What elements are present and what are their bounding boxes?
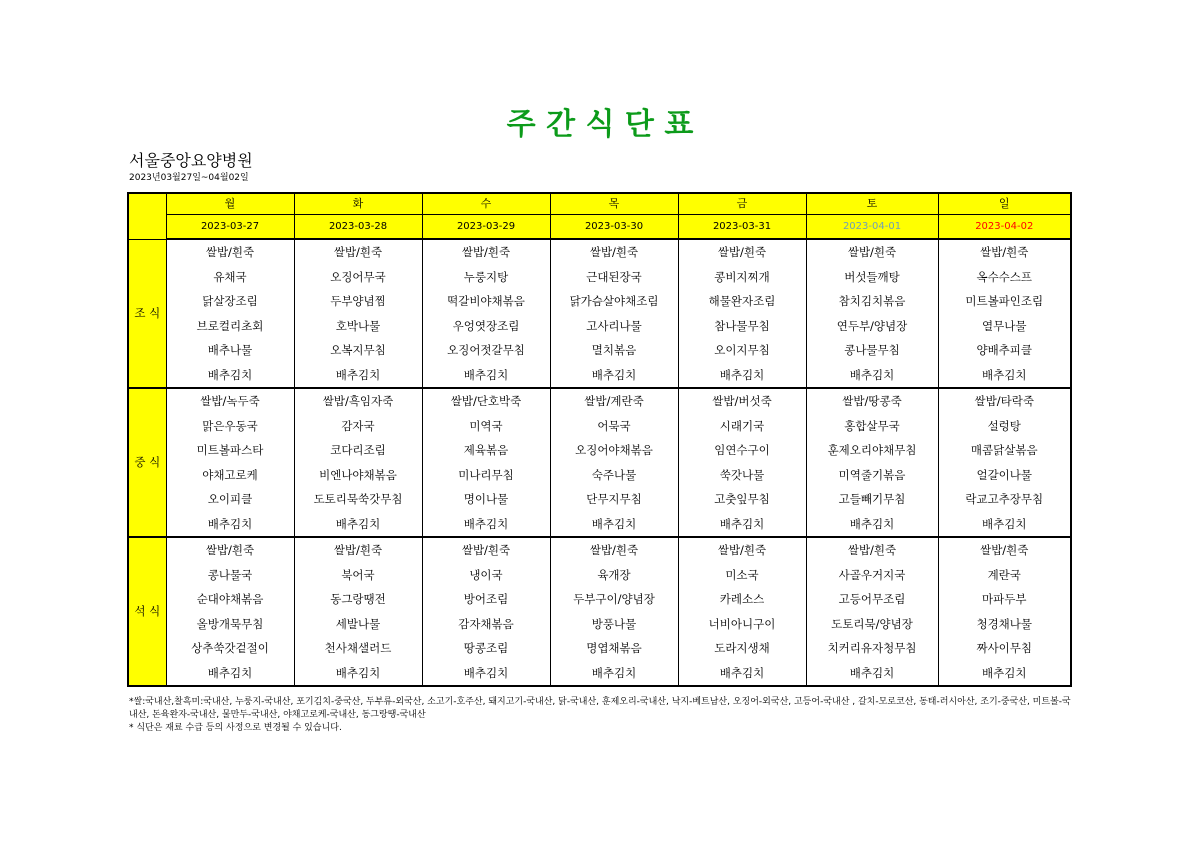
menu-cell-lunch-sat: 쌀밥/땅콩죽 [806, 388, 938, 414]
corner-cell [128, 193, 166, 239]
lunch-row [128, 512, 1071, 538]
day-header-row [128, 193, 1071, 215]
menu-cell-dinner-sun: 쌀밥/흰죽 [938, 537, 1071, 563]
dinner-row [128, 537, 1071, 563]
day-header-wed: 수 [422, 193, 550, 215]
menu-cell-breakfast-thu: 쌀밥/흰죽 [550, 239, 678, 265]
menu-cell-dinner-tue: 북어국 [294, 563, 422, 588]
date-wed: 2023-03-29 [422, 215, 550, 240]
menu-cell-breakfast-tue: 오복지무침 [294, 338, 422, 363]
menu-cell-lunch-mon: 맑은우동국 [166, 414, 294, 439]
date-fri: 2023-03-31 [678, 215, 806, 240]
menu-cell-dinner-mon: 배추김치 [166, 661, 294, 687]
menu-cell-lunch-sat: 배추김치 [806, 512, 938, 538]
menu-cell-dinner-fri: 쌀밥/흰죽 [678, 537, 806, 563]
day-header-fri: 금 [678, 193, 806, 215]
menu-cell-lunch-wed: 미역국 [422, 414, 550, 439]
menu-cell-breakfast-fri: 오이지무침 [678, 338, 806, 363]
menu-cell-lunch-mon: 야채고로케 [166, 463, 294, 488]
menu-cell-breakfast-sat: 콩나물무침 [806, 338, 938, 363]
menu-cell-dinner-tue: 천사채샐러드 [294, 636, 422, 661]
menu-cell-breakfast-wed: 떡갈비야채볶음 [422, 289, 550, 314]
menu-cell-breakfast-sat: 연두부/양념장 [806, 314, 938, 339]
menu-cell-dinner-wed: 냉이국 [422, 563, 550, 588]
lunch-row [128, 487, 1071, 512]
menu-cell-breakfast-mon: 배추나물 [166, 338, 294, 363]
menu-cell-breakfast-mon: 유채국 [166, 265, 294, 290]
menu-cell-lunch-thu: 숙주나물 [550, 463, 678, 488]
day-header-mon: 월 [166, 193, 294, 215]
menu-cell-breakfast-thu: 고사리나물 [550, 314, 678, 339]
dinner-row [128, 612, 1071, 637]
day-header-tue: 화 [294, 193, 422, 215]
menu-cell-lunch-thu: 오징어야채볶음 [550, 438, 678, 463]
menu-cell-dinner-mon: 순대야채볶음 [166, 587, 294, 612]
menu-cell-dinner-thu: 쌀밥/흰죽 [550, 537, 678, 563]
page-title: 주 간 식 단 표 [506, 107, 694, 142]
menu-cell-dinner-sun: 계란국 [938, 563, 1071, 588]
day-header-thu: 목 [550, 193, 678, 215]
menu-cell-dinner-wed: 쌀밥/흰죽 [422, 537, 550, 563]
lunch-row [128, 438, 1071, 463]
menu-cell-dinner-sat: 사골우거지국 [806, 563, 938, 588]
lunch-label: 중 식 [128, 388, 166, 537]
menu-cell-breakfast-tue: 쌀밥/흰죽 [294, 239, 422, 265]
menu-cell-lunch-sun: 얼갈이나물 [938, 463, 1071, 488]
menu-cell-lunch-sun: 쌀밥/타락죽 [938, 388, 1071, 414]
menu-cell-dinner-thu: 배추김치 [550, 661, 678, 687]
menu-cell-breakfast-tue: 호박나물 [294, 314, 422, 339]
menu-cell-breakfast-sun: 옥수수스프 [938, 265, 1071, 290]
date-mon: 2023-03-27 [166, 215, 294, 240]
menu-cell-lunch-fri: 쌀밥/버섯죽 [678, 388, 806, 414]
date-header-row [128, 215, 1071, 240]
menu-cell-breakfast-wed: 배추김치 [422, 363, 550, 389]
notes [129, 696, 1074, 735]
menu-cell-breakfast-tue: 배추김치 [294, 363, 422, 389]
menu-cell-breakfast-thu: 닭가슴살야채조림 [550, 289, 678, 314]
menu-cell-lunch-thu: 쌀밥/계란죽 [550, 388, 678, 414]
breakfast-row [128, 314, 1071, 339]
menu-cell-dinner-fri: 너비아니구이 [678, 612, 806, 637]
menu-cell-breakfast-sun: 양배추피클 [938, 338, 1071, 363]
menu-cell-breakfast-sun: 쌀밥/흰죽 [938, 239, 1071, 265]
menu-cell-lunch-tue: 감자국 [294, 414, 422, 439]
menu-cell-dinner-sat: 고등어무조림 [806, 587, 938, 612]
menu-cell-dinner-tue: 배추김치 [294, 661, 422, 687]
menu-cell-dinner-sat: 도토리묵/양념장 [806, 612, 938, 637]
menu-cell-lunch-sat: 고들빼기무침 [806, 487, 938, 512]
menu-cell-lunch-mon: 쌀밥/녹두죽 [166, 388, 294, 414]
dinner-row [128, 587, 1071, 612]
day-header-sun: 일 [938, 193, 1071, 215]
menu-cell-lunch-fri: 고춧잎무침 [678, 487, 806, 512]
menu-cell-breakfast-thu: 멸치볶음 [550, 338, 678, 363]
menu-cell-breakfast-tue: 두부양념찜 [294, 289, 422, 314]
menu-cell-lunch-thu: 단무지무침 [550, 487, 678, 512]
menu-cell-lunch-fri: 배추김치 [678, 512, 806, 538]
menu-cell-lunch-wed: 배추김치 [422, 512, 550, 538]
menu-cell-dinner-tue: 세발나물 [294, 612, 422, 637]
breakfast-row [128, 289, 1071, 314]
lunch-row [128, 463, 1071, 488]
menu-cell-breakfast-sat: 버섯들깨탕 [806, 265, 938, 290]
menu-cell-breakfast-mon: 쌀밥/흰죽 [166, 239, 294, 265]
menu-cell-dinner-sat: 배추김치 [806, 661, 938, 687]
breakfast-row [128, 363, 1071, 389]
menu-cell-breakfast-mon: 브로컬리초회 [166, 314, 294, 339]
menu-cell-dinner-sun: 청경채나물 [938, 612, 1071, 637]
menu-cell-lunch-mon: 오이피클 [166, 487, 294, 512]
menu-cell-lunch-sun: 배추김치 [938, 512, 1071, 538]
menu-cell-dinner-fri: 배추김치 [678, 661, 806, 687]
menu-cell-lunch-sat: 홍합살무국 [806, 414, 938, 439]
menu-cell-lunch-wed: 제육볶음 [422, 438, 550, 463]
menu-cell-breakfast-sun: 열무나물 [938, 314, 1071, 339]
dinner-row [128, 636, 1071, 661]
menu-cell-breakfast-fri: 쌀밥/흰죽 [678, 239, 806, 265]
menu-cell-dinner-mon: 쌀밥/흰죽 [166, 537, 294, 563]
menu-cell-breakfast-sun: 미트볼파인조림 [938, 289, 1071, 314]
menu-cell-breakfast-tue: 오징어무국 [294, 265, 422, 290]
menu-cell-dinner-thu: 두부구이/양념장 [550, 587, 678, 612]
breakfast-row [128, 265, 1071, 290]
menu-cell-breakfast-wed: 누룽지탕 [422, 265, 550, 290]
menu-cell-dinner-fri: 미소국 [678, 563, 806, 588]
menu-cell-breakfast-thu: 배추김치 [550, 363, 678, 389]
menu-cell-lunch-tue: 배추김치 [294, 512, 422, 538]
menu-cell-breakfast-fri: 참나물무침 [678, 314, 806, 339]
menu-cell-breakfast-fri: 배추김치 [678, 363, 806, 389]
hospital-name: 서울중앙요양병원 [129, 151, 253, 170]
menu-cell-lunch-tue: 도토리묵쑥갓무침 [294, 487, 422, 512]
date-sun: 2023-04-02 [938, 215, 1071, 240]
menu-cell-lunch-sun: 매콤닭살볶음 [938, 438, 1071, 463]
lunch-row [128, 388, 1071, 414]
menu-cell-lunch-mon: 배추김치 [166, 512, 294, 538]
menu-cell-dinner-sun: 배추김치 [938, 661, 1071, 687]
menu-cell-dinner-thu: 방풍나물 [550, 612, 678, 637]
menu-cell-lunch-wed: 명이나물 [422, 487, 550, 512]
menu-cell-breakfast-thu: 근대된장국 [550, 265, 678, 290]
menu-cell-lunch-sat: 미역줄기볶음 [806, 463, 938, 488]
menu-cell-dinner-tue: 동그랑땡전 [294, 587, 422, 612]
menu-cell-dinner-wed: 감자채볶음 [422, 612, 550, 637]
menu-cell-dinner-wed: 배추김치 [422, 661, 550, 687]
day-header-sat: 토 [806, 193, 938, 215]
menu-cell-dinner-mon: 상추쑥갓겉절이 [166, 636, 294, 661]
menu-cell-breakfast-mon: 닭살장조림 [166, 289, 294, 314]
menu-cell-lunch-tue: 코다리조림 [294, 438, 422, 463]
origin-note: *쌀:국내산,찰흑미:국내산, 누룽지-국내산, 포기김치-중국산, 두부류-외국산, 소고기-호주산, 돼지고기-국내산, 닭-국내산, 훈제오리-국내산, 낙지-베트남산, 오징어-외국산, 고등어-국내산 , 갈치-모로코산, 동태-러시아산, 조기-중국산, 미트볼-국내산, 돈육완자-국내산, 물만두-국내산, 야채고로케-국내산, 동그랑땡-국내산 [129, 697, 1071, 720]
menu-cell-breakfast-fri: 콩비지찌개 [678, 265, 806, 290]
menu-cell-breakfast-sat: 참치김치볶음 [806, 289, 938, 314]
menu-cell-lunch-wed: 쌀밥/단호박죽 [422, 388, 550, 414]
dinner-row [128, 563, 1071, 588]
menu-cell-lunch-thu: 배추김치 [550, 512, 678, 538]
menu-cell-dinner-sat: 쌀밥/흰죽 [806, 537, 938, 563]
menu-cell-lunch-tue: 쌀밥/흑임자죽 [294, 388, 422, 414]
breakfast-label: 조 식 [128, 239, 166, 388]
menu-cell-dinner-wed: 방어조림 [422, 587, 550, 612]
menu-cell-lunch-fri: 시래기국 [678, 414, 806, 439]
menu-cell-breakfast-wed: 우엉엿장조림 [422, 314, 550, 339]
menu-cell-lunch-mon: 미트볼파스타 [166, 438, 294, 463]
menu-cell-breakfast-sat: 쌀밥/흰죽 [806, 239, 938, 265]
menu-cell-dinner-mon: 콩나물국 [166, 563, 294, 588]
menu-cell-breakfast-wed: 쌀밥/흰죽 [422, 239, 550, 265]
menu-cell-lunch-tue: 비엔나야채볶음 [294, 463, 422, 488]
menu-cell-breakfast-sun: 배추김치 [938, 363, 1071, 389]
menu-cell-breakfast-fri: 해물완자조림 [678, 289, 806, 314]
menu-cell-dinner-sat: 치커리유자청무침 [806, 636, 938, 661]
menu-cell-dinner-wed: 땅콩조림 [422, 636, 550, 661]
date-thu: 2023-03-30 [550, 215, 678, 240]
menu-cell-breakfast-sat: 배추김치 [806, 363, 938, 389]
breakfast-row [128, 239, 1071, 265]
menu-cell-dinner-thu: 명엽채볶음 [550, 636, 678, 661]
menu-period: 2023년03월27일~04월02일 [129, 173, 249, 183]
date-sat: 2023-04-01 [806, 215, 938, 240]
dinner-row [128, 661, 1071, 687]
menu-cell-lunch-sun: 락교고추장무침 [938, 487, 1071, 512]
menu-cell-lunch-fri: 쑥갓나물 [678, 463, 806, 488]
disclaimer-note: * 식단은 재료 수급 등의 사정으로 변경될 수 있습니다. [129, 723, 342, 733]
lunch-row [128, 414, 1071, 439]
menu-cell-lunch-fri: 임연수구이 [678, 438, 806, 463]
menu-cell-lunch-thu: 어묵국 [550, 414, 678, 439]
menu-cell-dinner-mon: 올방개묵무침 [166, 612, 294, 637]
menu-cell-dinner-tue: 쌀밥/흰죽 [294, 537, 422, 563]
menu-cell-dinner-sun: 짜사이무침 [938, 636, 1071, 661]
menu-cell-dinner-fri: 카레소스 [678, 587, 806, 612]
menu-cell-lunch-wed: 미나리무침 [422, 463, 550, 488]
menu-cell-breakfast-wed: 오징어젓갈무침 [422, 338, 550, 363]
menu-cell-dinner-thu: 육개장 [550, 563, 678, 588]
breakfast-row [128, 338, 1071, 363]
menu-cell-lunch-sun: 설렁탕 [938, 414, 1071, 439]
menu-cell-lunch-sat: 훈제오리야채무침 [806, 438, 938, 463]
menu-cell-breakfast-mon: 배추김치 [166, 363, 294, 389]
dinner-label: 석 식 [128, 537, 166, 686]
menu-cell-dinner-sun: 마파두부 [938, 587, 1071, 612]
menu-cell-dinner-fri: 도라지생채 [678, 636, 806, 661]
date-tue: 2023-03-28 [294, 215, 422, 240]
weekly-menu-table [127, 192, 1072, 687]
